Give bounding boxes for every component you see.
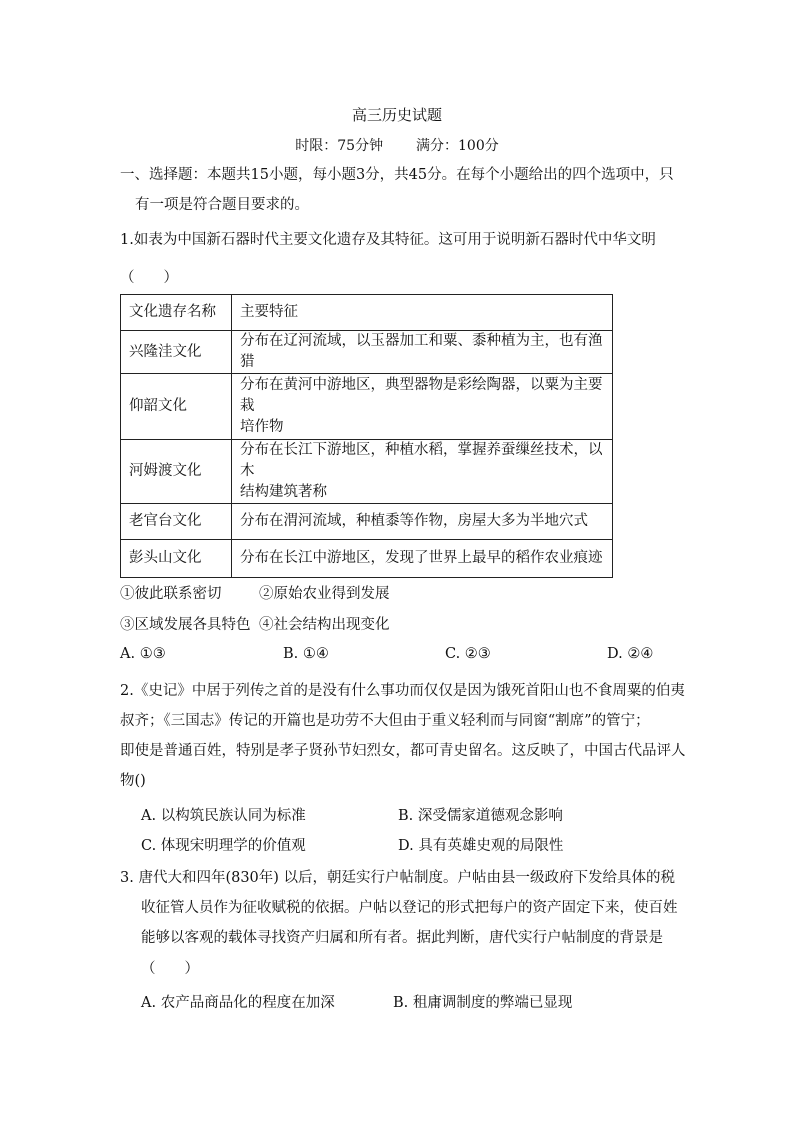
table-row: [121, 374, 613, 440]
q2-option-a[interactable]: A. 以构筑民族认同为标准: [141, 808, 306, 824]
culture-feature: 分布在长江下游地区，种植水稻，掌握养蚕缫丝技术，以木 结构建筑著称: [232, 440, 613, 504]
q1-item-4: ④社会结构出现变化: [259, 617, 390, 633]
q2-option-c[interactable]: C. 体现宋明理学的价值观: [141, 838, 306, 854]
q3-stem-line1: 3. 唐代大和四年(830年) 以后，朝廷实行户帖制度。户帖由县一级政府下发给具体的税: [120, 870, 676, 886]
q1-option-b[interactable]: B. ①④: [283, 646, 329, 662]
culture-name: 彭头山文化: [121, 540, 232, 578]
q3-option-b[interactable]: B. 租庸调制度的弊端已显现: [393, 995, 573, 1011]
q1-paren: （ ）: [120, 270, 178, 286]
time-limit: 时限：75分钟: [295, 138, 384, 154]
q2-stem-line1: 2.《史记》中居于列传之首的是没有什么事功而仅仅是因为饿死首阳山也不食周粟的伯夷: [120, 683, 685, 699]
q1-item-3: ③区域发展各具特色: [120, 617, 251, 633]
exam-meta: [0, 135, 794, 155]
table-header-cell: 主要特征: [232, 295, 613, 331]
q1-option-a[interactable]: A. ①③: [120, 646, 166, 662]
full-score: 满分：100分: [416, 138, 499, 154]
exam-title: 高三历史试题: [351, 106, 442, 124]
q1-item-1: ①彼此联系密切: [120, 586, 222, 602]
q1-option-d[interactable]: D. ②④: [607, 646, 654, 662]
q3-option-a[interactable]: A. 农产品商品化的程度在加深: [141, 995, 335, 1011]
culture-name: 兴隆洼文化: [121, 331, 232, 374]
culture-table: [120, 294, 613, 578]
q2-option-d[interactable]: D. 具有英雄史观的局限性: [398, 838, 564, 854]
table-header-cell: 文化遗存名称: [121, 295, 232, 331]
culture-feature: 分布在长江中游地区，发现了世界上最早的稻作农业痕迹: [232, 540, 613, 578]
culture-name: 仰韶文化: [121, 374, 232, 440]
section-instruction-line1: 一、选择题：本题共15小题，每小题3分，共45分。在每个小题给出的四个选项中，只: [120, 167, 674, 183]
q2-stem-line2: 叔齐；《三国志》传记的开篇也是功劳不大但由于重义轻利而与同窗“割席”的管宁；: [120, 713, 650, 729]
table-row: [121, 440, 613, 504]
table-row: [121, 504, 613, 540]
culture-feature: 分布在渭河流域，种植黍等作物，房屋大多为半地穴式: [232, 504, 613, 540]
culture-name: 河姆渡文化: [121, 440, 232, 504]
q1-stem: 1.如表为中国新石器时代主要文化遗存及其特征。这可用于说明新石器时代中华文明: [120, 232, 656, 248]
q3-stem-line2: 收征管人员作为征收赋税的依据。户帖以登记的形式把每户的资产固定下来，使百姓: [141, 900, 678, 916]
q2-stem-line4: 物(): [120, 773, 146, 789]
culture-name: 老官台文化: [121, 504, 232, 540]
table-row: [121, 540, 613, 578]
q2-option-b[interactable]: B. 深受儒家道德观念影响: [398, 808, 563, 824]
culture-feature: 分布在辽河流域，以玉器加工和粟、黍种植为主，也有渔猎: [232, 331, 613, 374]
culture-feature: 分布在黄河中游地区，典型器物是彩绘陶器，以粟为主要栽 培作物: [232, 374, 613, 440]
q3-stem-line3: 能够以客观的载体寻找资产归属和所有者。据此判断，唐代实行户帖制度的背景是: [141, 930, 663, 946]
q1-option-c[interactable]: C. ②③: [445, 646, 491, 662]
q2-stem-line3: 即使是普通百姓，特别是孝子贤孙节妇烈女，都可青史留名。这反映了，中国古代品评人: [120, 743, 686, 759]
q3-paren: （ ）: [141, 961, 199, 977]
table-header-row: [121, 295, 613, 331]
section-instruction-line2: 有一项是符合题目要求的。: [135, 197, 309, 213]
table-row: [121, 331, 613, 374]
q1-item-2: ②原始农业得到发展: [259, 586, 390, 602]
